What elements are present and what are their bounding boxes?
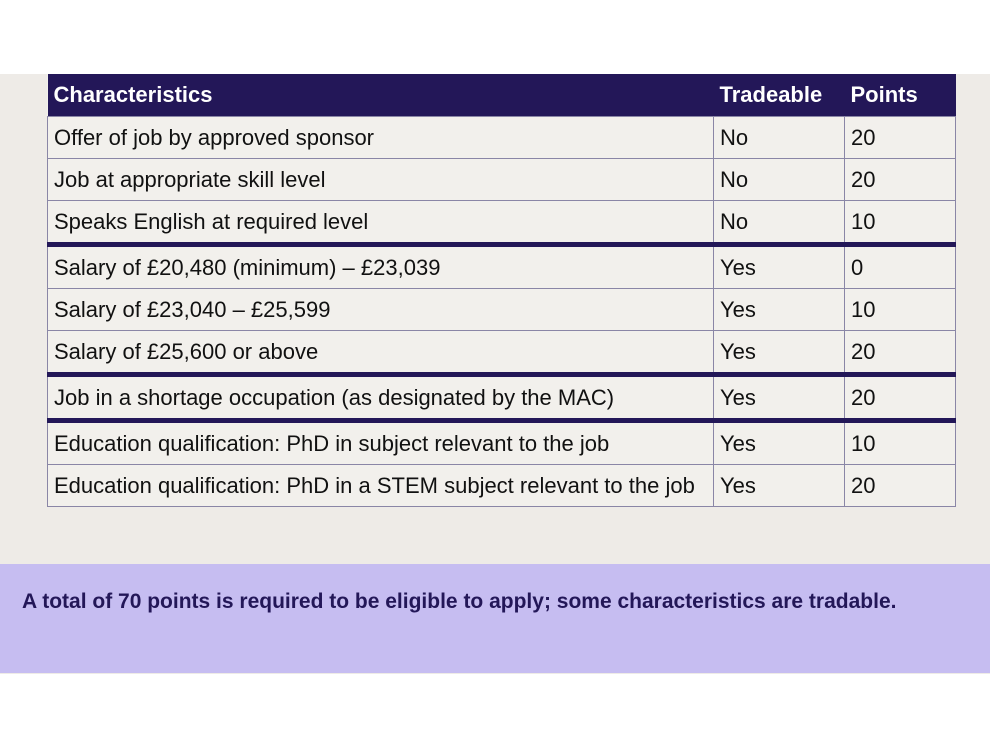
cell-tradeable: No	[714, 117, 845, 159]
cell-points: 20	[845, 159, 956, 201]
table-row	[48, 331, 956, 375]
cell-characteristic: Salary of £20,480 (minimum) – £23,039	[48, 245, 714, 289]
cell-tradeable: Yes	[714, 375, 845, 421]
cell-tradeable: Yes	[714, 331, 845, 375]
cell-tradeable: No	[714, 201, 845, 245]
cell-points: 20	[845, 117, 956, 159]
cell-tradeable: Yes	[714, 465, 845, 507]
cell-characteristic: Job in a shortage occupation (as designated by the MAC)	[48, 375, 714, 421]
cell-points: 20	[845, 331, 956, 375]
requirement-text: A total of 70 points is required to be eligible to apply; some characteristics are tradable.	[22, 590, 897, 613]
table-row	[48, 159, 956, 201]
cell-points: 10	[845, 289, 956, 331]
table-row	[48, 117, 956, 159]
cell-characteristic: Speaks English at required level	[48, 201, 714, 245]
cell-characteristic: Job at appropriate skill level	[48, 159, 714, 201]
requirement-banner	[0, 564, 990, 673]
cell-characteristic: Salary of £25,600 or above	[48, 331, 714, 375]
header-characteristics: Characteristics	[48, 74, 714, 117]
table-row	[48, 375, 956, 421]
cell-characteristic: Education qualification: PhD in a STEM subject relevant to the job	[48, 465, 714, 507]
header-points: Points	[845, 74, 956, 117]
cell-characteristic: Salary of £23,040 – £25,599	[48, 289, 714, 331]
cell-tradeable: No	[714, 159, 845, 201]
table-header-row	[48, 74, 956, 117]
cell-tradeable: Yes	[714, 289, 845, 331]
cell-points: 20	[845, 465, 956, 507]
slide	[0, 74, 990, 674]
table-row	[48, 289, 956, 331]
table-row	[48, 201, 956, 245]
cell-tradeable: Yes	[714, 421, 845, 465]
table-row	[48, 245, 956, 289]
cell-characteristic: Offer of job by approved sponsor	[48, 117, 714, 159]
cell-points: 20	[845, 375, 956, 421]
cell-characteristic: Education qualification: PhD in subject relevant to the job	[48, 421, 714, 465]
cell-points: 10	[845, 201, 956, 245]
points-table	[47, 74, 956, 507]
table-row	[48, 465, 956, 507]
cell-points: 10	[845, 421, 956, 465]
table-row	[48, 421, 956, 465]
cell-points: 0	[845, 245, 956, 289]
cell-tradeable: Yes	[714, 245, 845, 289]
points-table-container	[47, 74, 955, 507]
header-tradeable: Tradeable	[714, 74, 845, 117]
